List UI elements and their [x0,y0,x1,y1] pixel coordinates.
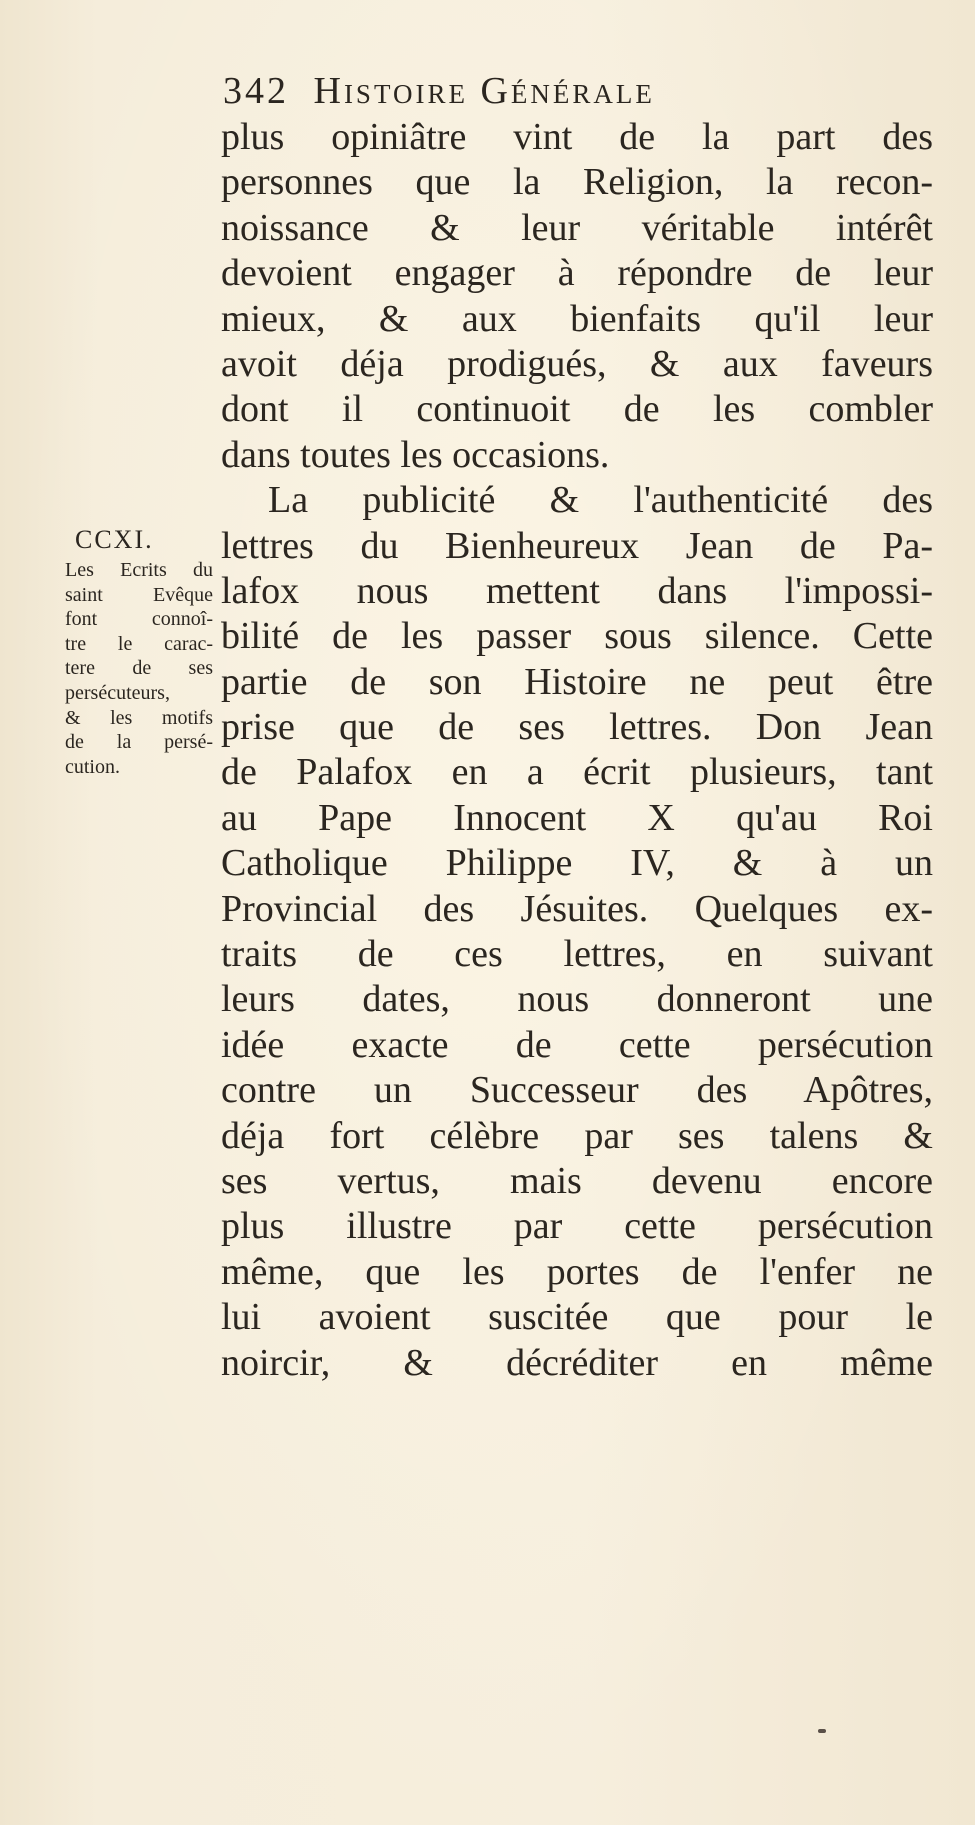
text-line: déja fort célèbre par ses talens & [221,1114,933,1157]
text-line: devoient engager à répondre de leur [221,252,933,295]
margin-note-line: Les Ecrits du [65,559,213,581]
text-line: lui avoient suscitée que pour le [221,1296,933,1339]
text-line: bilité de les passer sous silence. Cette [221,615,933,658]
body-text [221,115,933,1386]
text-line: mieux, & aux bienfaits qu'il leur [221,297,933,340]
text-line: dont il continuoit de les combler [221,388,933,431]
page-number: 342 [223,70,289,112]
paragraph-first-line: La publicité & l'authenticité des [268,479,933,522]
text-line: ses vertus, mais devenu encore [221,1159,933,1202]
margin-note-line: cution. [65,755,120,778]
margin-note [65,525,213,779]
text-line: Catholique Philippe IV, & à un [221,842,933,885]
text-line: au Pape Innocent X qu'au Roi [221,796,933,839]
text-line: Provincial des Jésuites. Quelques ex- [221,887,933,930]
text-line: prise que de ses lettres. Don Jean [221,706,933,749]
text-line: de Palafox en a écrit plusieurs, tant [221,751,933,794]
text-line: dans toutes les occasions. [221,433,610,476]
margin-note-line: de la persé- [65,731,213,754]
text-line: personnes que la Religion, la recon- [221,161,933,204]
text-line: lettres du Bienheureux Jean de Pa- [221,524,933,567]
text-line: plus illustre par cette persécution [221,1205,933,1248]
text-line: plus opiniâtre vint de la part des [221,116,933,158]
text-line: contre un Successeur des Apôtres, [221,1069,933,1112]
text-line: avoit déja prodigués, & aux faveurs [221,342,933,385]
running-head [223,66,943,116]
text-line: traits de ces lettres, en suivant [221,933,933,976]
margin-note-line: persécuteurs, [65,681,170,704]
section-number: CCXI. [75,525,154,554]
margin-note-line: font connoî- [65,608,213,631]
text-line: lafox nous mettent dans l'impossi- [221,569,933,612]
text-line: même, que les portes de l'enfer ne [221,1250,933,1293]
running-head-title: Histoire Générale [313,70,655,112]
text-line: partie de son Histoire ne peut être [221,660,933,703]
text-line: noircir, & décréditer en même [221,1341,933,1384]
margin-note-line: tre le carac- [65,632,213,655]
margin-note-line: saint Evêque [65,583,213,606]
text-line: noissance & leur véritable intérêt [221,206,933,249]
ink-speck [818,1729,826,1733]
text-line: idée exacte de cette persécution [221,1023,933,1066]
margin-note-line: tere de ses [65,657,213,680]
margin-note-line: & les motifs [65,706,213,729]
text-line: leurs dates, nous donneront une [221,978,933,1021]
